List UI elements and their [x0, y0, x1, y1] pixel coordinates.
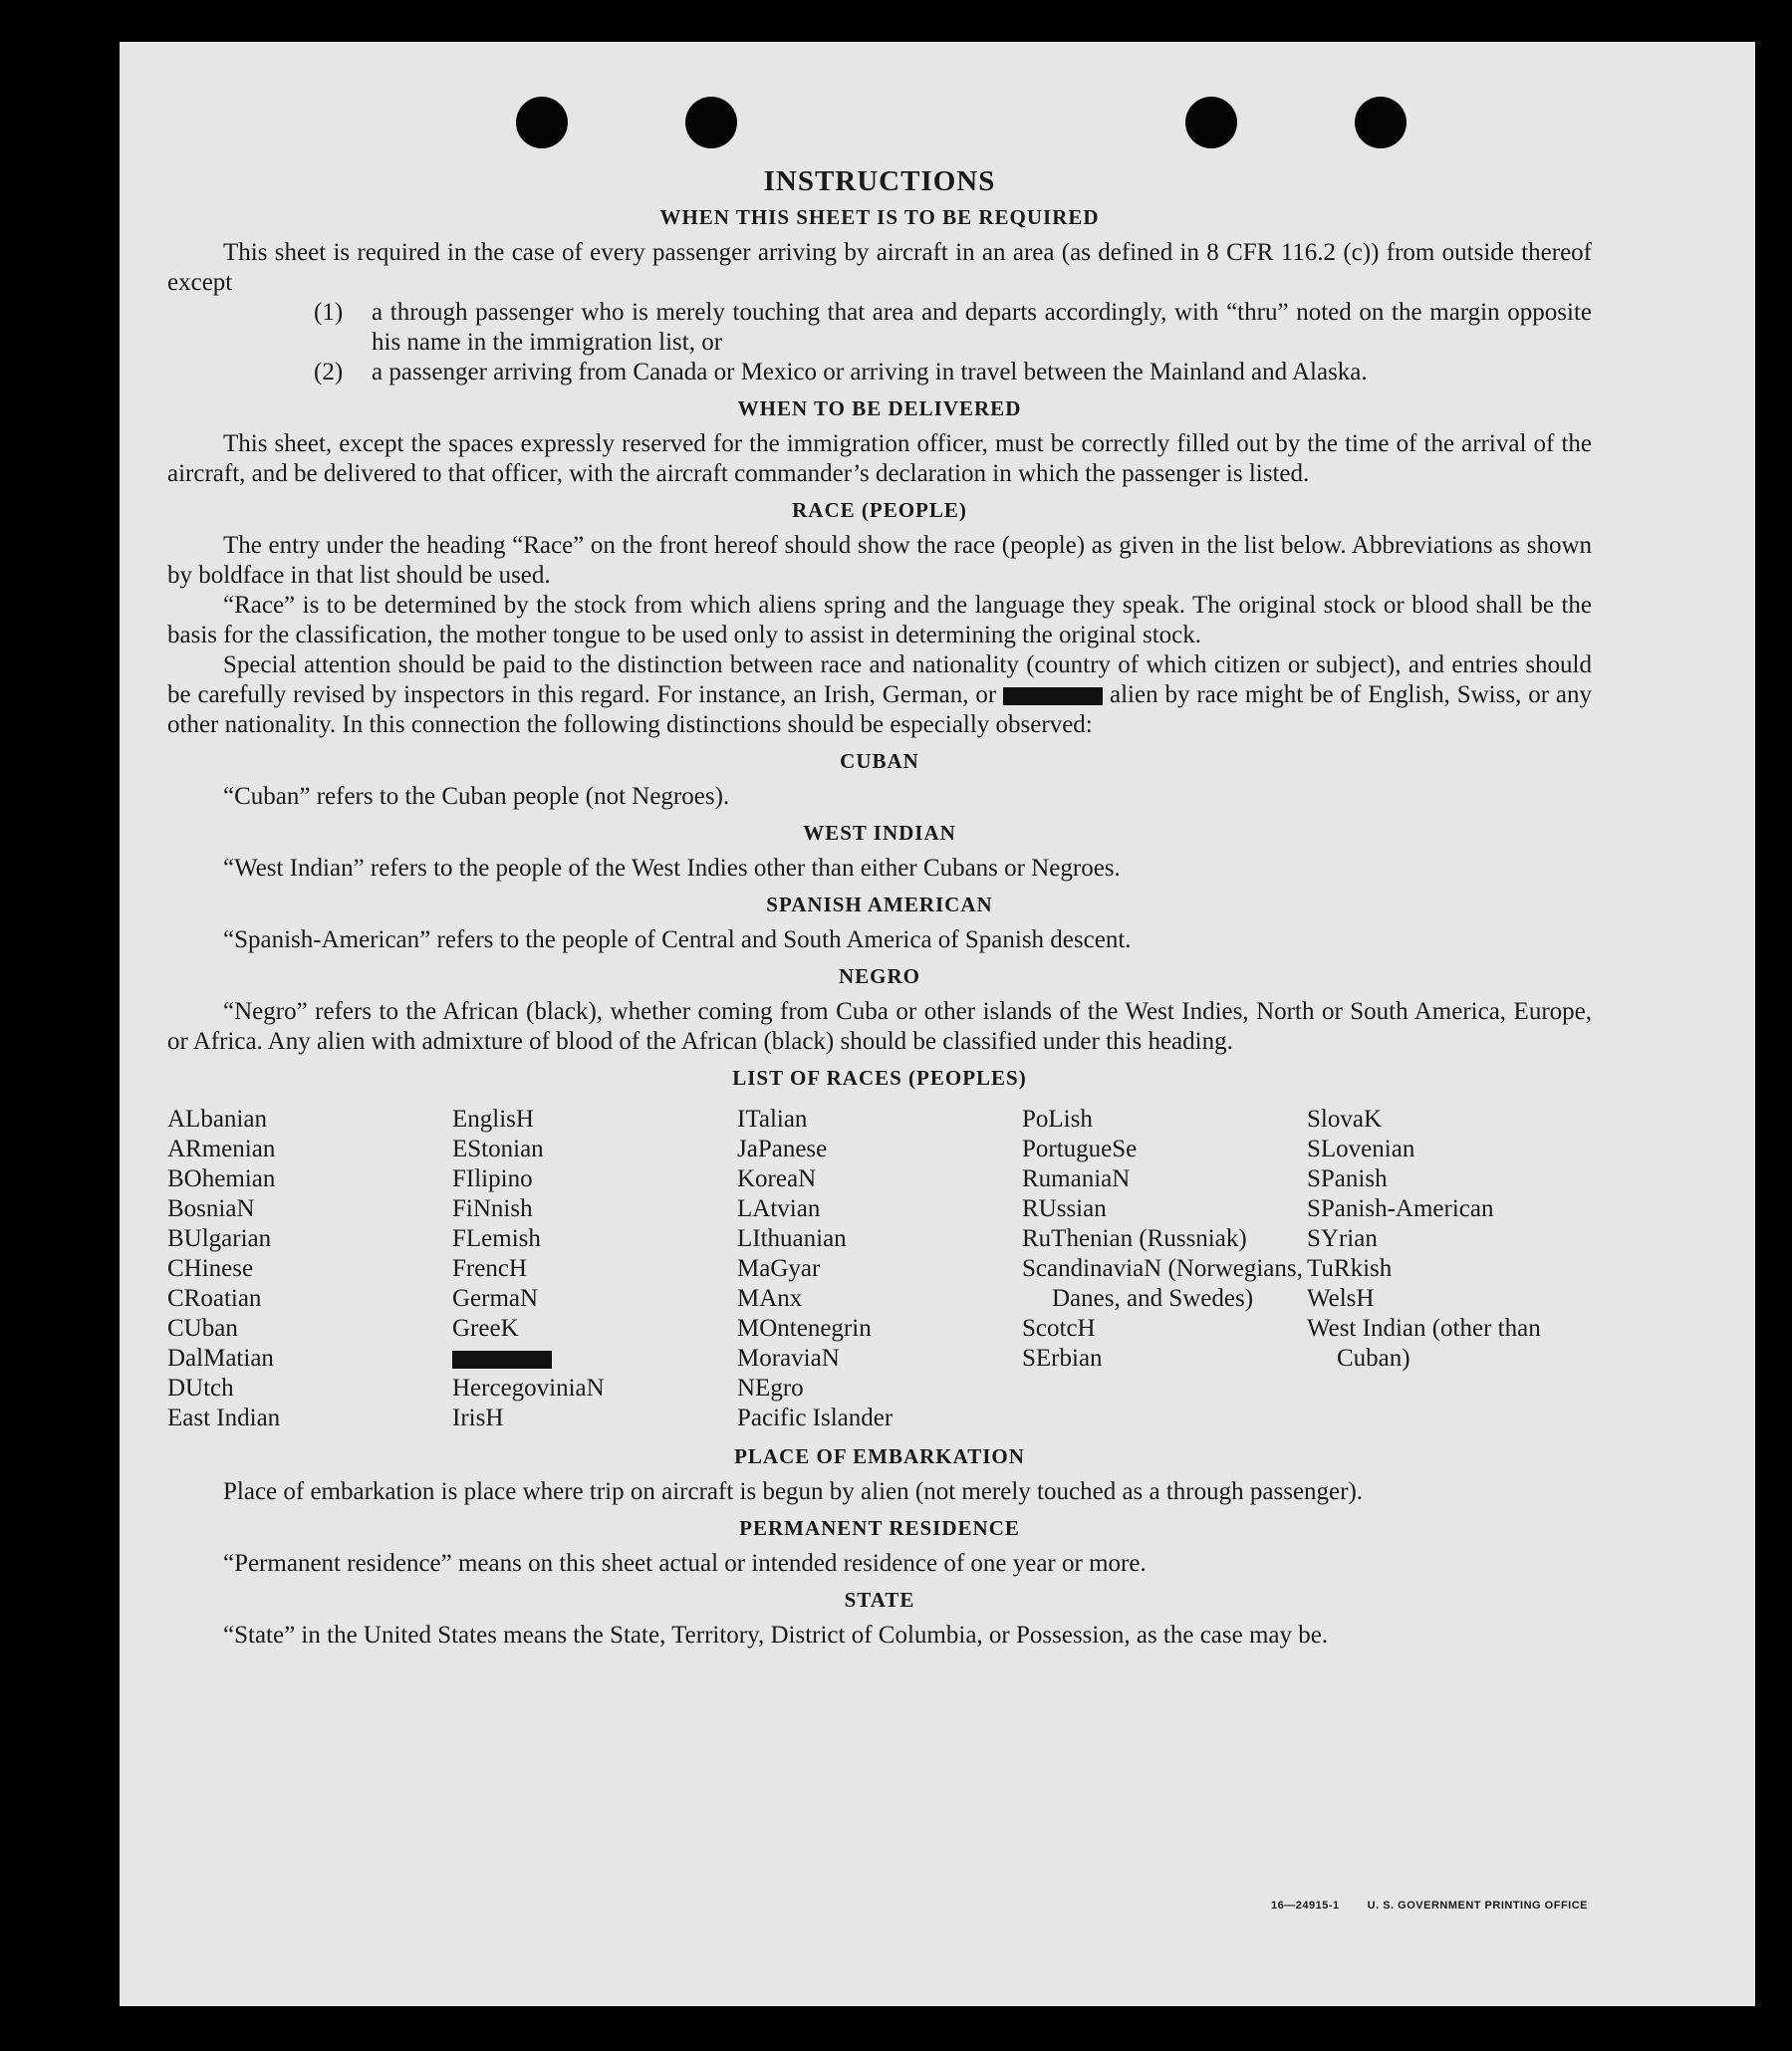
- heading-spanish-american: SPANISH AMERICAN: [766, 893, 993, 916]
- heading-negro: NEGRO: [838, 964, 920, 988]
- race-item: EStonian: [452, 1136, 544, 1162]
- state-text: “State” in the United States means the State, Territory, District of Columbia, or Possession, as the case may be.: [223, 1622, 1329, 1649]
- race-paragraph-1: The entry under the heading “Race” on the front hereof should show the race (people) as given in the list below. Abbreviations as shown by boldface in that list should be used.: [167, 532, 1592, 589]
- race-item: FiNnish: [452, 1195, 533, 1222]
- heading-embarkation: PLACE OF EMBARKATION: [734, 1444, 1025, 1468]
- race-paragraph-2: “Race” is to be determined by the stock from which aliens spring and the language they speak. The original stock or blood shall be the basis for the classification, the mother tongue to be used only to assist in determining the original stock.: [167, 592, 1592, 648]
- race-item: DUtch: [167, 1375, 234, 1402]
- race-item: MOntenegrin: [737, 1315, 872, 1342]
- race-item: TuRkish: [1307, 1255, 1393, 1282]
- race-item: MAnx: [737, 1285, 803, 1312]
- race-item: ScandinaviaN (Norwegians, Danes, and Swedes): [1022, 1255, 1303, 1312]
- race-item: East Indian: [167, 1405, 281, 1431]
- heading-state: STATE: [844, 1588, 915, 1612]
- delivered-text: This sheet, except the spaces expressly reserved for the immigration officer, must be correctly filled out by the time of the arrival of the aircraft, and be delivered to that officer, with the aircraft commander’s declaration in which the passenger is listed.: [167, 430, 1592, 487]
- heading-west-indian: WEST INDIAN: [803, 821, 956, 845]
- race-item: CRoatian: [167, 1285, 262, 1312]
- race-item: NEgro: [737, 1375, 804, 1402]
- race-item: CHinese: [167, 1255, 254, 1282]
- punch-hole-3: [1185, 97, 1237, 148]
- punch-hole-1: [516, 97, 568, 148]
- form-number: 16—24915-1: [1271, 1900, 1340, 1912]
- document-sheet: [120, 42, 1755, 2006]
- race-item: IrisH: [452, 1405, 504, 1431]
- race-paragraph-3: Special attention should be paid to the distinction between race and nationality (country of which citizen or subject), and entries should be carefully revised by inspectors in this regard. For instance, an Irish, German, or alien by race might be of English, Swiss, or any other nationality. In this connection the following distinctions should be especially observed:: [167, 651, 1593, 738]
- race-item: RuThenian (Russniak): [1022, 1225, 1247, 1252]
- west-indian-text: “West Indian” refers to the people of the West Indies other than either Cubans or Negroes.: [223, 855, 1121, 882]
- race-item: FLemish: [452, 1225, 541, 1252]
- race-item: LAtvian: [737, 1195, 821, 1222]
- heading-list-of-races: LIST OF RACES (PEOPLES): [732, 1066, 1027, 1090]
- race-item: RUssian: [1022, 1195, 1107, 1222]
- race-item: West Indian (other than Cuban): [1307, 1315, 1541, 1372]
- heading-residence: PERMANENT RESIDENCE: [739, 1516, 1020, 1540]
- race-item: WelsH: [1307, 1285, 1375, 1312]
- printer-credit: U. S. GOVERNMENT PRINTING OFFICE: [1367, 1900, 1588, 1912]
- race-item: GermaN: [452, 1285, 539, 1312]
- race-item: MaGyar: [737, 1255, 821, 1282]
- heading-required: WHEN THIS SHEET IS TO BE REQUIRED: [659, 205, 1100, 229]
- cuban-text: “Cuban” refers to the Cuban people (not Negroes).: [223, 783, 730, 810]
- negro-text: “Negro” refers to the African (black), whether coming from Cuba or other islands of the West Indies, North or South America, Europe, or Africa. Any alien with admixture of blood of the African (black) should be classified under this heading.: [167, 998, 1592, 1055]
- race-item: BOhemian: [167, 1165, 276, 1192]
- race-item: PortugueSe: [1022, 1136, 1138, 1162]
- residence-text: “Permanent residence” means on this sheet actual or intended residence of one year or more.: [223, 1550, 1147, 1577]
- page-title: INSTRUCTIONS: [763, 165, 996, 197]
- punch-hole-4: [1355, 97, 1407, 148]
- print-footer: [1243, 1900, 1588, 1912]
- races-column-3: [737, 1105, 1022, 1433]
- race-item: SErbian: [1022, 1345, 1103, 1372]
- race-item: CUban: [167, 1315, 238, 1342]
- redaction-mark: [452, 1351, 552, 1369]
- races-column-1: [167, 1105, 452, 1433]
- required-intro: This sheet is required in the case of every passenger arriving by aircraft in an area (as defined in 8 CFR 116.2 (c)) from outside thereof except: [167, 239, 1592, 296]
- races-list: [167, 1105, 1592, 1433]
- heading-cuban: CUBAN: [840, 749, 919, 773]
- races-column-5: [1307, 1105, 1592, 1433]
- instructions-content: [167, 166, 1592, 1651]
- race-item: KoreaN: [737, 1165, 817, 1192]
- race-item: ScotcH: [1022, 1315, 1096, 1342]
- required-item-2: (2) a passenger arriving from Canada or Mexico or arriving in travel between the Mainland and Alaska.: [314, 359, 1368, 385]
- race-item: Pacific Islander: [737, 1405, 894, 1431]
- race-item: ALbanian: [167, 1106, 267, 1133]
- race-item: HercegoviniaN: [452, 1375, 605, 1402]
- race-item: BUlgarian: [167, 1225, 272, 1252]
- heading-race: RACE (PEOPLE): [792, 498, 967, 522]
- race-item: RumaniaN: [1022, 1165, 1131, 1192]
- punch-hole-2: [685, 97, 737, 148]
- race-item-redacted: [452, 1344, 737, 1374]
- race-item: JaPanese: [737, 1136, 828, 1162]
- race-item: EnglisH: [452, 1106, 534, 1133]
- race-item: FrencH: [452, 1255, 527, 1282]
- race-item: DalMatian: [167, 1345, 274, 1372]
- races-column-4: [1022, 1105, 1307, 1433]
- race-item: SPanish-American: [1307, 1195, 1494, 1222]
- heading-delivered: WHEN TO BE DELIVERED: [737, 396, 1022, 420]
- redaction-mark: [1003, 687, 1103, 705]
- race-item: SlovaK: [1307, 1106, 1382, 1133]
- race-item: SLovenian: [1307, 1136, 1415, 1162]
- race-item: BosniaN: [167, 1195, 255, 1222]
- embarkation-text: Place of embarkation is place where trip on aircraft is begun by alien (not merely touched as a through passenger).: [223, 1478, 1364, 1505]
- race-item: ITalian: [737, 1106, 808, 1133]
- spanish-american-text: “Spanish-American” refers to the people of Central and South America of Spanish descent.: [223, 926, 1132, 953]
- race-item: FIlipino: [452, 1165, 533, 1192]
- race-item: MoraviaN: [737, 1345, 840, 1372]
- race-item: LIthuanian: [737, 1225, 847, 1252]
- race-item: PoLish: [1022, 1106, 1093, 1133]
- race-item: SYrian: [1307, 1225, 1378, 1252]
- race-item: GreeK: [452, 1315, 519, 1342]
- required-item-1: (1) a through passenger who is merely touching that area and departs accordingly, with “thru” noted on the margin opposite his name in the immigration list, or: [314, 299, 1592, 356]
- race-item: ARmenian: [167, 1136, 276, 1162]
- races-column-2: [452, 1105, 737, 1433]
- race-item: SPanish: [1307, 1165, 1388, 1192]
